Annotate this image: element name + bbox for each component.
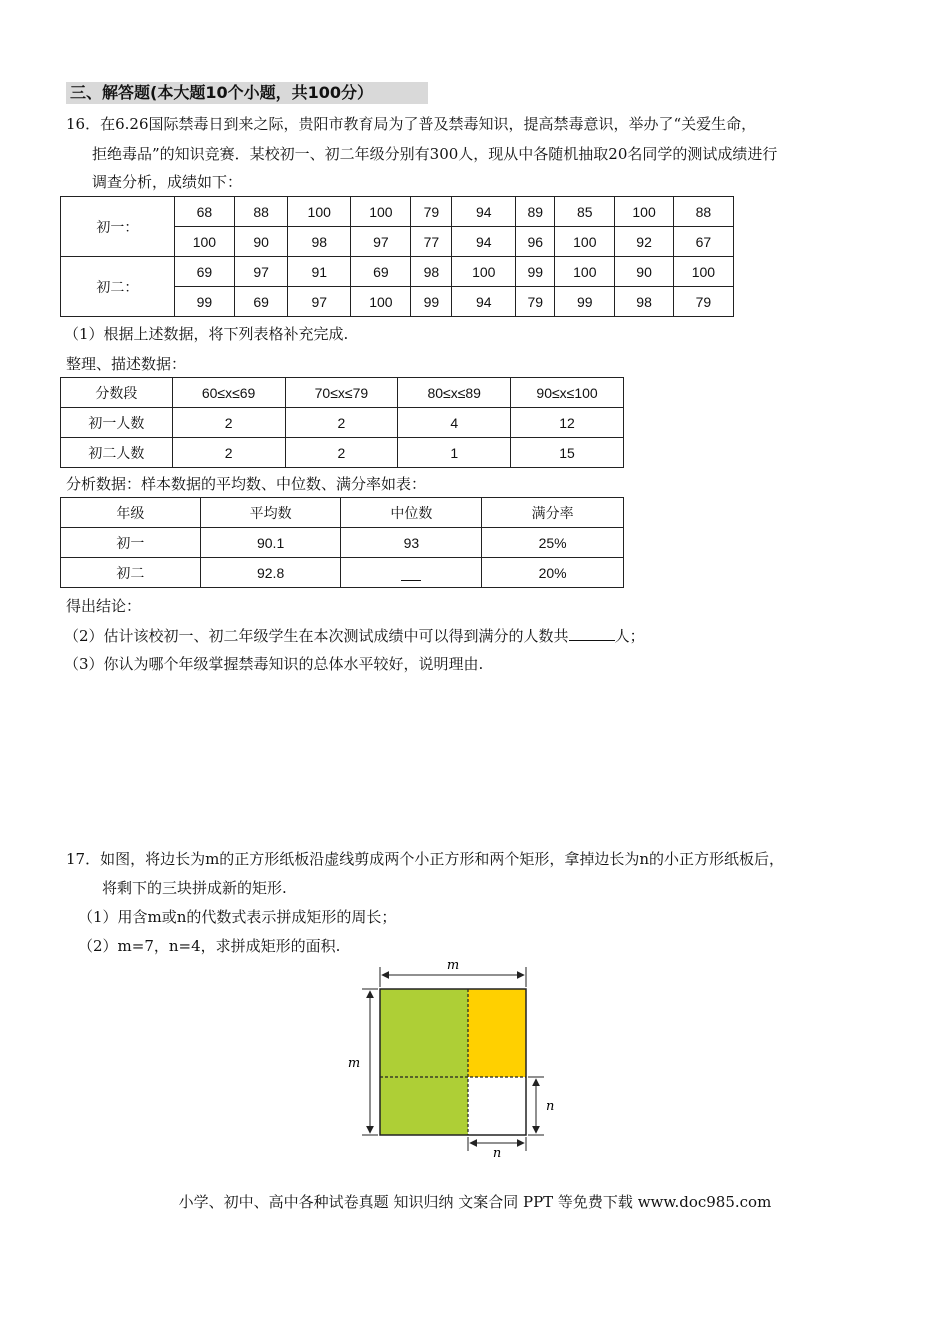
q16-part2-suffix: 人； xyxy=(614,627,645,645)
table-cell: 100 xyxy=(452,257,516,287)
table-cell: 100 xyxy=(174,227,234,257)
table-cell: 90.1 xyxy=(200,528,341,558)
green-rectangle-piece xyxy=(380,1077,468,1135)
yellow-rectangle-piece xyxy=(468,989,526,1077)
table-cell: 79 xyxy=(673,287,733,317)
table-cell: 89 xyxy=(516,197,555,227)
label-n-bottom: n xyxy=(492,1146,502,1160)
table-cell: 99 xyxy=(555,287,615,317)
table-cell: 98 xyxy=(288,227,351,257)
stats-table xyxy=(60,497,624,588)
table-cell: 85 xyxy=(555,197,615,227)
table-header: 满分率 xyxy=(482,498,624,528)
analysis-label: 分析数据：样本数据的平均数、中位数、满分率如表： xyxy=(66,475,427,493)
table-cell: 88 xyxy=(235,197,288,227)
section-title: 三、解答题(本大题10个小题，共100分） xyxy=(66,82,428,104)
table-cell: 68 xyxy=(174,197,234,227)
table-cell: 1 xyxy=(398,438,511,468)
table-header: 中位数 xyxy=(341,498,482,528)
grade1-label: 初一： xyxy=(61,197,175,257)
label-m-left: m xyxy=(347,1056,361,1071)
table-cell: 69 xyxy=(174,257,234,287)
table-cell: 20% xyxy=(482,558,624,588)
table-row xyxy=(61,197,734,227)
table-cell: 88 xyxy=(673,197,733,227)
table-cell: 90 xyxy=(235,227,288,257)
table-cell: 94 xyxy=(452,227,516,257)
q16-line-1: 16．在6.26国际禁毒日到来之际，贵阳市教育局为了普及禁毒知识，提高禁毒意识，举办了“关爱生命， xyxy=(66,115,757,133)
median-blank[interactable] xyxy=(401,566,421,581)
table-cell: 2 xyxy=(172,408,285,438)
table-cell: 100 xyxy=(288,197,351,227)
table-cell: 77 xyxy=(411,227,452,257)
table-cell: 67 xyxy=(673,227,733,257)
table-cell: 99 xyxy=(516,257,555,287)
answer-blank[interactable] xyxy=(569,624,615,641)
q17-line-1: 17．如图，将边长为m的正方形纸板沿虚线剪成两个小正方形和两个矩形，拿掉边长为n的小正方形纸板后， xyxy=(66,850,784,868)
table-cell: 98 xyxy=(411,257,452,287)
removed-small-square xyxy=(468,1077,526,1135)
table-cell: 92 xyxy=(615,227,673,257)
table-cell: 100 xyxy=(673,257,733,287)
table-cell: 97 xyxy=(351,227,411,257)
table-cell: 100 xyxy=(351,287,411,317)
label-m-top: m xyxy=(446,958,460,973)
organize-label: 整理、描述数据： xyxy=(66,355,187,373)
square-figure xyxy=(340,955,570,1160)
table-cell: 93 xyxy=(341,528,482,558)
q17-part2: （2）m=7，n=4，求拼成矩形的面积. xyxy=(78,937,341,955)
q16-line-2: 拒绝毒品”的知识竞赛．某校初一、初二年级分别有300人，现从中各随机抽取20名同学的测试成绩进行 xyxy=(92,145,778,163)
table-cell: 69 xyxy=(351,257,411,287)
table-cell: 初一 xyxy=(61,528,201,558)
table-cell: 98 xyxy=(615,287,673,317)
table-cell: 92.8 xyxy=(200,558,341,588)
label-n-right: n xyxy=(546,1099,555,1114)
scores-table xyxy=(60,196,734,317)
table-cell: 12 xyxy=(511,408,624,438)
table-cell: 100 xyxy=(351,197,411,227)
table-header: 70≤x≤79 xyxy=(285,378,398,408)
table-cell: 2 xyxy=(285,438,398,468)
table-cell: 2 xyxy=(285,408,398,438)
table-cell: 94 xyxy=(452,197,516,227)
grade2-label: 初二： xyxy=(61,257,175,317)
table-header: 平均数 xyxy=(200,498,341,528)
table-cell: 100 xyxy=(555,227,615,257)
table-header: 80≤x≤89 xyxy=(398,378,511,408)
q16-part2-text: （2）估计该校初一、初二年级学生在本次测试成绩中可以得到满分的人数共 xyxy=(64,627,569,645)
table-cell: 15 xyxy=(511,438,624,468)
table-cell: 99 xyxy=(174,287,234,317)
table-row xyxy=(61,257,734,287)
table-cell: 91 xyxy=(288,257,351,287)
table-row xyxy=(61,558,624,588)
table-cell: 100 xyxy=(555,257,615,287)
table-cell: 90 xyxy=(615,257,673,287)
q16-part3: （3）你认为哪个年级掌握禁毒知识的总体水平较好，说明理由. xyxy=(64,655,484,673)
table-row xyxy=(61,528,624,558)
table-header: 60≤x≤69 xyxy=(172,378,285,408)
q17-part1: （1）用含m或n的代数式表示拼成矩形的周长； xyxy=(78,908,397,926)
table-cell: 69 xyxy=(235,287,288,317)
table-cell: 97 xyxy=(288,287,351,317)
table-cell: 94 xyxy=(452,287,516,317)
q17-line-2: 将剩下的三块拼成新的矩形. xyxy=(102,879,287,897)
q16-line-3: 调查分析，成绩如下： xyxy=(92,173,243,191)
table-cell: 97 xyxy=(235,257,288,287)
table-row xyxy=(61,498,624,528)
table-cell: 99 xyxy=(411,287,452,317)
table-header: 90≤x≤100 xyxy=(511,378,624,408)
table-cell: 79 xyxy=(411,197,452,227)
table-cell: 96 xyxy=(516,227,555,257)
q16-part2 xyxy=(64,624,645,646)
conclusion-label: 得出结论： xyxy=(66,597,142,615)
table-cell: 初二 xyxy=(61,558,201,588)
table-row xyxy=(61,408,624,438)
frequency-table xyxy=(60,377,624,468)
table-cell: 25% xyxy=(482,528,624,558)
table-row xyxy=(61,378,624,408)
median-blank-cell[interactable] xyxy=(341,558,482,588)
green-square-piece xyxy=(380,989,468,1077)
table-cell: 79 xyxy=(516,287,555,317)
table-header: 年级 xyxy=(61,498,201,528)
q16-part1: （1）根据上述数据，将下列表格补充完成. xyxy=(64,325,349,343)
table-cell: 初二人数 xyxy=(61,438,173,468)
table-cell: 2 xyxy=(172,438,285,468)
table-row xyxy=(61,438,624,468)
table-cell: 100 xyxy=(615,197,673,227)
table-cell: 初一人数 xyxy=(61,408,173,438)
table-header: 分数段 xyxy=(61,378,173,408)
table-cell: 4 xyxy=(398,408,511,438)
footer: 小学、初中、高中各种试卷真题 知识归纳 文案合同 PPT 等免费下载 www.doc985.com xyxy=(178,1193,772,1211)
